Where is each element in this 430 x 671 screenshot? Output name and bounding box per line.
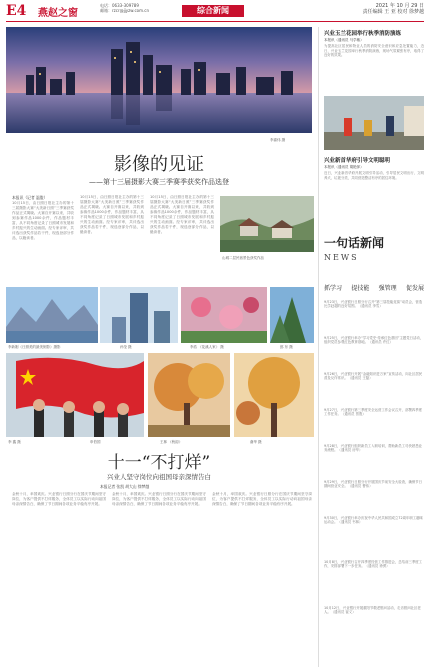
story2-body-col3: 金秋十月，举国欢庆。兴业银行日照分行在国庆节期间坚守岗位，为客户提供不打烊服务，全体员工以实际行动向祖国母亲深情告白，确保了节日期间各项业务平稳有序开展。 (212, 492, 312, 506)
contact-email: 邮箱：rzcr@jjyzw.com.cn (100, 8, 150, 13)
story2-headline: 十一“不打烊” (107, 453, 211, 473)
story2-byline: 本报记者 张凯 胡大山 徐梦越 (100, 484, 150, 489)
right-body-1: 为提高社区居民和物业人员的消防安全意识和应急处置能力，近日，兴业玉兰花园举行秋季消防演练，现场气氛紧张有序，取得了良好的效果。 (324, 44, 424, 58)
flag-photo (6, 353, 144, 437)
date-line (326, 3, 424, 15)
fire-drill-photo (324, 96, 424, 150)
news-item: 9月26日，兴业银行开展“金融知识进万家”宣传活动，向社区居民普及反诈常识。（通讯员 王磊） (324, 372, 423, 381)
main-byline: 本报讯（记者 温俊） (12, 195, 48, 200)
column-divider (318, 27, 319, 667)
news-section-logo (324, 234, 424, 274)
photo-flowers (181, 287, 267, 343)
editor-line: 责任编辑 王 亚 校对 徐梦越 (362, 9, 424, 15)
story2-body-col2: 金秋十月，举国欢庆。兴业银行日照分行在国庆节期间坚守岗位，为客户提供不打烊服务，全体员工以实际行动向祖国母亲深情告白，确保了节日期间各项业务平稳有序开展。 (112, 492, 206, 506)
village-photo (220, 196, 314, 252)
story2-subheadline: 兴业人坚守岗位向祖国母亲深情告白 (107, 473, 211, 481)
row2-caption-1: 李 鑫 摄 (8, 440, 21, 444)
row-caption-4: 郎 东 摄 (280, 345, 293, 349)
right-headline-1: 兴业玉兰花园举行秋季消防演练 (324, 31, 402, 37)
news-item: 10月12日，兴业银行开展重阳节敬老慰问活动，走访慰问社区老人。（通讯员 崔义） (324, 606, 421, 615)
tagline-2: 提技能 (351, 285, 370, 292)
header-rule (6, 21, 424, 22)
photo-tower (100, 287, 178, 343)
news-item: 9月25日，兴业银行举办“学习党史·传承红色基因”主题党日活动，组织党员参观红色教育基地。（通讯员 许红） (324, 336, 424, 345)
news-item: 9月27日，兴业银行第三季度安全运营工作会议召开，部署四季度工作任务。（通讯员 蔡胜） (324, 408, 423, 417)
contact-phone: 电话：0633-309789 (100, 3, 139, 8)
row-caption-3: 李浩 《花溪人家》 摄 (190, 345, 224, 349)
autumn-photo-1 (148, 353, 230, 437)
masthead (0, 0, 430, 22)
row-caption-2: 孙莹 摄 (120, 345, 132, 349)
news-item: 10月8日，兴业银行召开四季度经营工作推进会，总结前三季度工作，安排部署下一步任务。（通讯员 徐勇） (324, 560, 423, 569)
news-item: 9月30日，兴业银行举办庆祝中华人民共和国成立72周年职工趣味运动会。（通讯员 韦林） (324, 516, 423, 525)
right-body-2: 近日，兴业新首华府开展文明引导活动，引导居民文明出行、文明养犬、垃圾分类，共同营造整洁有序的居住环境。 (324, 171, 424, 180)
photo-forest (270, 287, 314, 343)
row2-caption-4: 谢华 摄 (250, 440, 262, 444)
main-body-col2: 10月15日，由日照日报社主办的第十三届摄影大赛“大美新日照”三季赛获奖作品正式揭晓。大赛自开赛以来，共收到参赛作品1000余件，作品题材丰富，从不同角度记录了日照城市发展和乡村振兴的生动画面。经专家评审，共评选出获奖作品若干件，现选登部分作品，以飨读者。 (80, 195, 144, 234)
news-logo-text: 一句话新闻 (324, 236, 385, 250)
tagline-4: 促发展 (405, 285, 424, 292)
main-subheadline: ——第十三届摄影大赛三季赛季获奖作品选登 (89, 178, 229, 186)
news-item: 9月23日，兴业银行日照分行召开“第三届技能竞赛”动员会，营造比学赶超的良好氛围。（通讯员 李雪） (324, 300, 423, 309)
paper-name: 燕赵之窗 (38, 8, 78, 19)
tagline-1: 抓学习 (324, 285, 343, 292)
right-byline-1: 本报讯（通讯员 马学敏） (324, 38, 364, 42)
tagline-3: 强管理 (378, 285, 397, 292)
right-headline-2: 兴业新首华府引导文明聪明 (324, 158, 391, 164)
news-logo-en: NEWS (324, 253, 359, 262)
main-body-col1: 10月15日，由日照日报社主办的第十三届摄影大赛“大美新日照”三季赛获奖作品正式揭晓。大赛自开赛以来，共收到参赛作品1000余件，作品题材丰富，从不同角度记录了日照城市发展和乡村振兴的生动画面。经专家评审，共评选出获奖作品若干件，现选登部分作品，以飨读者。 (12, 201, 74, 240)
main-headline: 影像的见证 (114, 154, 204, 175)
autumn-photo-2 (234, 353, 314, 437)
news-item: 9月28日，兴业银行组织新员工入职培训，帮助新员工尽快熟悉业务流程。（通讯员 房华） (324, 444, 423, 453)
news-item: 9月29日，兴业银行日照分行开展国庆节前安全大检查，确保节日期间营业安全。（通讯员 曹伟） (324, 480, 423, 489)
village-photo-caption: 山城二层民宿景色获奖作品 (222, 256, 264, 260)
row2-caption-2: 申伯国 (90, 440, 101, 444)
photo-caption: 李嘉伟 摄 (270, 138, 286, 142)
section-label: 综合新闻 (182, 5, 244, 17)
right-byline-2: 本报讯（通讯员 胡艳萍） (324, 165, 364, 169)
city-skyline-photo (6, 27, 312, 133)
tagline (324, 283, 424, 292)
story2-body-col1: 金秋十月，举国欢庆。兴业银行日照分行在国庆节期间坚守岗位，为客户提供不打烊服务，全体员工以实际行动向祖国母亲深情告白，确保了节日期间各项业务平稳有序开展。 (12, 492, 106, 506)
issue-date: 2021 年 10 月 29 日 (375, 3, 424, 9)
page-number: E4 (6, 3, 27, 19)
row2-caption-3: 王林 《秋韵》 (160, 440, 183, 444)
main-body-col3: 10月15日，由日照日报社主办的第十三届摄影大赛“大美新日照”三季赛获奖作品正式揭晓。大赛自开赛以来，共收到参赛作品1000余件，作品题材丰富，从不同角度记录了日照城市发展和乡村振兴的生动画面。经专家评审，共评选出获奖作品若干件，现选登部分作品，以飨读者。 (150, 195, 214, 234)
row-caption-1: 李新刚《日照美的最美倒影》摄影 (8, 345, 61, 349)
photo-reflection (6, 287, 98, 343)
contact-info (100, 3, 170, 13)
